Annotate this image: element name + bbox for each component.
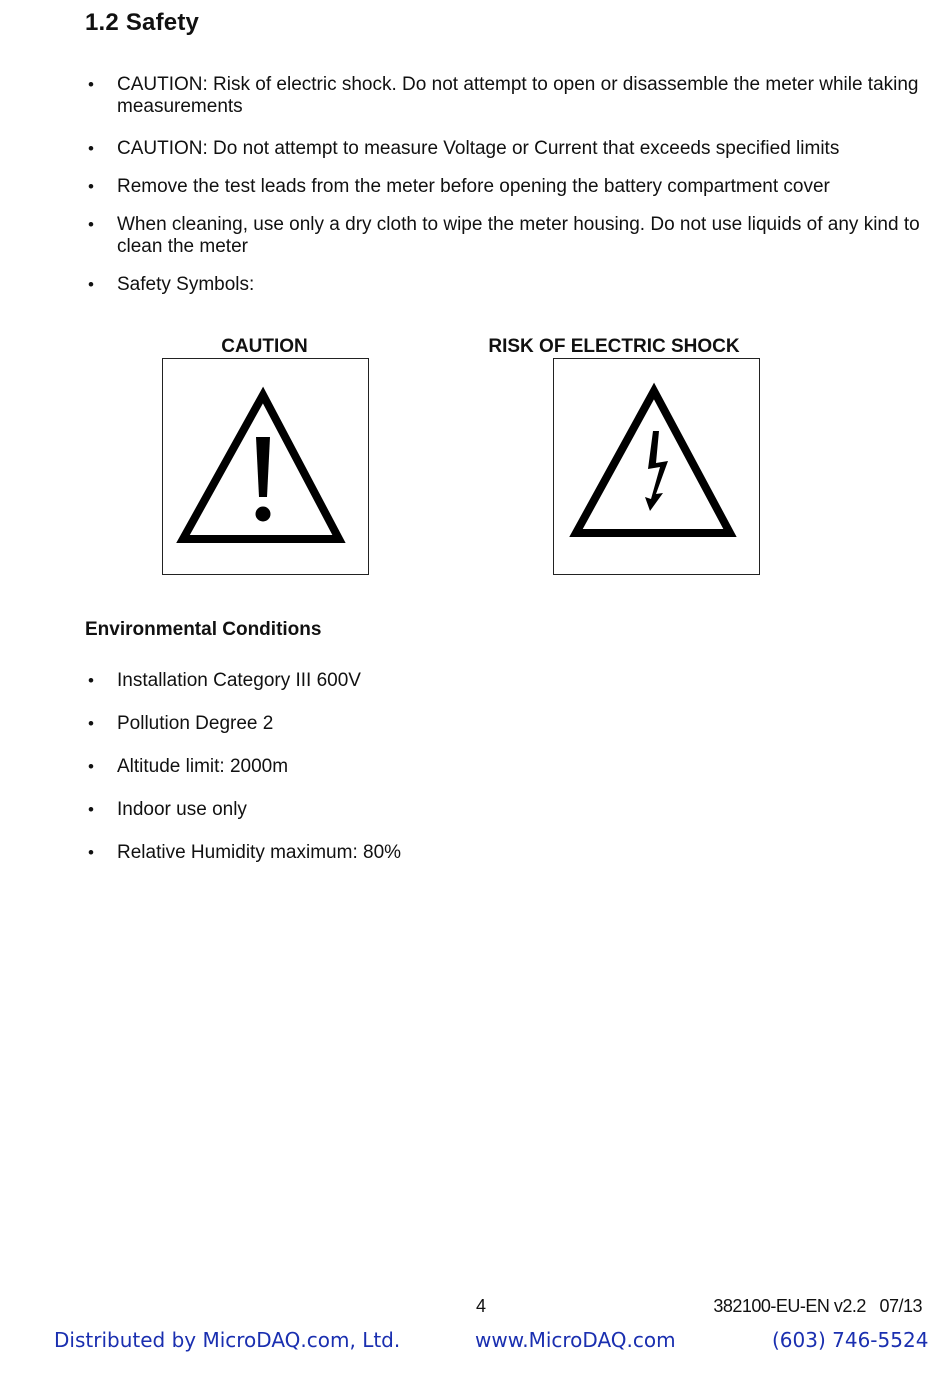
- electric-shock-triangle-icon: [554, 359, 759, 574]
- page-title: 1.2 Safety: [85, 9, 200, 36]
- page-number: 4: [476, 1296, 487, 1316]
- list-item: [85, 138, 925, 160]
- safety-list: [85, 74, 925, 296]
- list-item-text: Indoor use only: [117, 799, 247, 820]
- list-item: [85, 756, 925, 778]
- phone-link[interactable]: (603) 746-5524: [772, 1328, 929, 1352]
- list-item: [85, 670, 925, 692]
- environmental-conditions-heading: Environmental Conditions: [85, 619, 322, 640]
- website-link[interactable]: www.MicroDAQ.com: [475, 1328, 676, 1352]
- document-id: 382100-EU-EN v2.2 07/13: [713, 1296, 922, 1316]
- list-item: [85, 799, 925, 821]
- environment-list: [85, 670, 925, 885]
- bullet-icon: •: [88, 75, 94, 94]
- caution-symbol-box: [162, 358, 369, 575]
- bullet-icon: •: [88, 177, 94, 196]
- list-item-text: Remove the test leads from the meter before opening the battery compartment cover: [117, 176, 830, 197]
- list-item-text: Installation Category III 600V: [117, 670, 361, 691]
- list-item: [85, 274, 925, 296]
- list-item: [85, 842, 925, 864]
- shock-symbol-label: RISK OF ELECTRIC SHOCK: [488, 336, 740, 357]
- list-item: [85, 713, 925, 735]
- list-item-text: CAUTION: Do not attempt to measure Voltage or Current that exceeds specified limits: [117, 138, 840, 159]
- list-item-text: Pollution Degree 2: [117, 713, 274, 734]
- bullet-icon: •: [88, 757, 94, 776]
- list-item-text: Altitude limit: 2000m: [117, 756, 289, 777]
- list-item: [85, 176, 925, 198]
- bullet-icon: •: [88, 714, 94, 733]
- bullet-icon: •: [88, 671, 94, 690]
- list-item-text: Relative Humidity maximum: 80%: [117, 842, 402, 863]
- list-item-text: Safety Symbols:: [117, 274, 255, 295]
- shock-symbol-box: [553, 358, 760, 575]
- list-item: [85, 74, 925, 118]
- warning-exclamation-triangle-icon: [163, 359, 368, 574]
- list-item-text: CAUTION: Risk of electric shock. Do not attempt to open or disassemble the meter while taking measurements: [117, 74, 919, 117]
- bullet-icon: •: [88, 843, 94, 862]
- bullet-icon: •: [88, 215, 94, 234]
- list-item: [85, 214, 925, 258]
- list-item-text: When cleaning, use only a dry cloth to wipe the meter housing. Do not use liquids of any kind to clean the meter: [117, 214, 920, 257]
- bullet-icon: •: [88, 275, 94, 294]
- bullet-icon: •: [88, 139, 94, 158]
- bullet-icon: •: [88, 800, 94, 819]
- distributor-link[interactable]: Distributed by MicroDAQ.com, Ltd.: [54, 1328, 401, 1352]
- caution-symbol-label: CAUTION: [221, 336, 308, 357]
